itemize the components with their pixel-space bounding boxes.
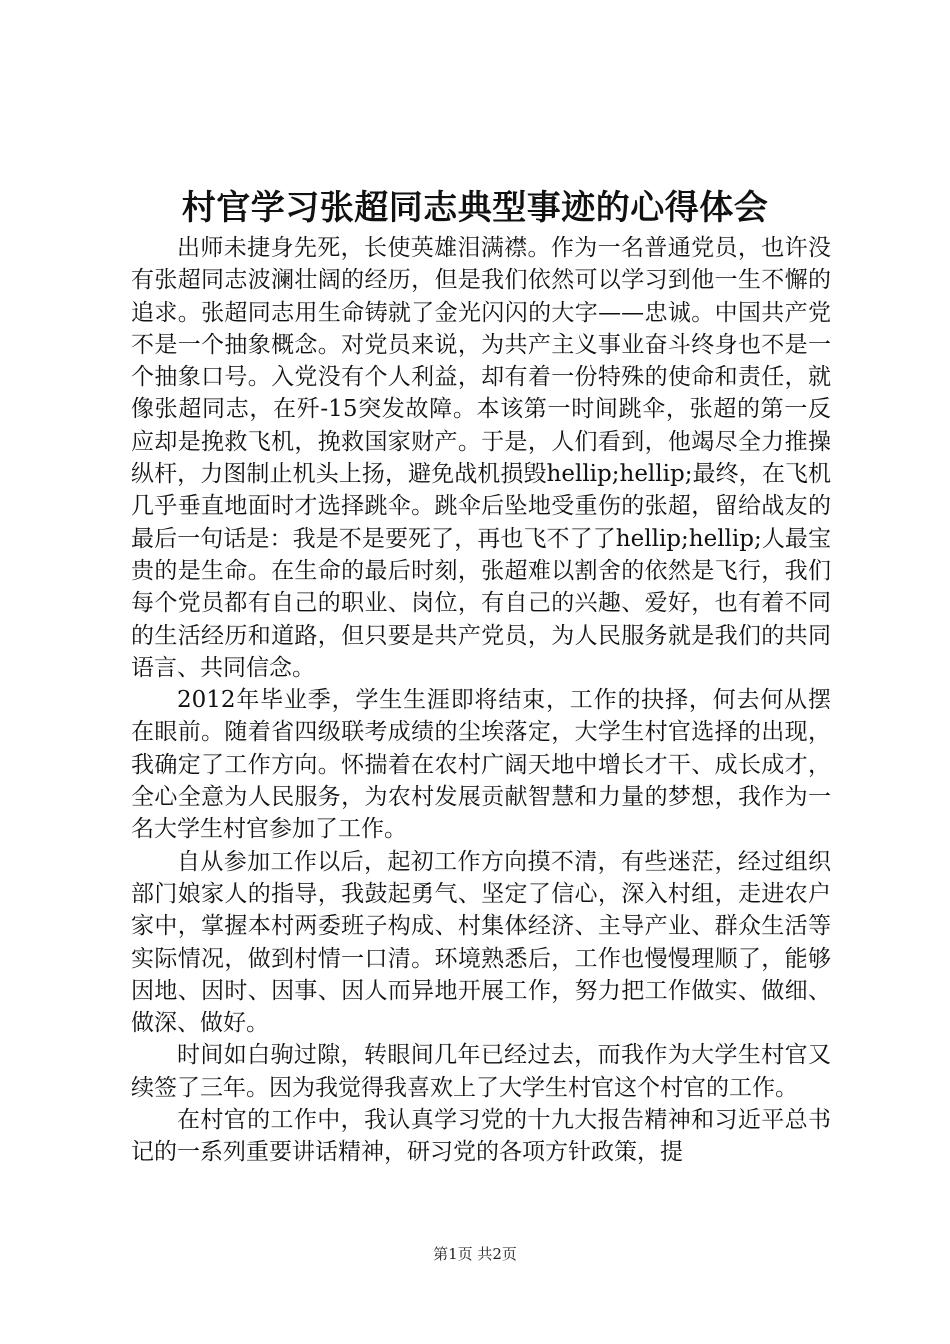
page-number-footer: 第1页 共2页: [433, 1245, 517, 1263]
paragraph-4: 时间如白驹过隙，转眼间几年已经过去，而我作为大学生村官又续签了三年。因为我觉得我喜欢上了大学生村官这个村官的工作。: [131, 1042, 831, 1101]
paragraph-3: 自从参加工作以后，起初工作方向摸不清，有些迷茫，经过组织部门娘家人的指导，我鼓起勇气、坚定了信心，深入村组，走进农户家中，掌握本村两委班子构成、村集体经济、主导产业、群众生活等实际情况，做到村情一口清。环境熟悉后，工作也慢慢理顺了，能够因地、因时、因事、因人而异地开展工作，努力把工作做实、做细、做深、做好。: [131, 848, 831, 1037]
paragraph-2: 2012年毕业季，学生生涯即将结束，工作的抉择，何去何从摆在眼前。随着省四级联考成绩的尘埃落定，大学生村官选择的出现，我确定了工作方向。怀揣着在农村广阔天地中增长才干、成长成才，全心全意为人民服务，为农村发展贡献智慧和力量的梦想，我作为一名大学生村官参加了工作。: [131, 687, 831, 843]
paragraph-1: 出师未捷身先死，长使英雄泪满襟。作为一名普通党员，也许没有张超同志波澜壮阔的经历，但是我们依然可以学习到他一生不懈的追求。张超同志用生命铸就了金光闪闪的大字——忠诚。中国共产党不是一个抽象概念。对党员来说，为共产主义事业奋斗终身也不是一个抽象口号。入党没有个人利益，却有着一份特殊的使命和责任，就像张超同志，在歼-15突发故障。本该第一时间跳伞，张超的第一反应却是挽救飞机，挽救国家财产。于是，人们看到，他竭尽全力推操纵杆，力图制止机头上扬，避免战机损毁hellip;hellip;最终，在飞机几乎垂直地面时才选择跳伞。跳伞后坠地受重伤的张超，留给战友的最后一句话是：我是不是要死了，再也飞不了了hellip;hellip;人最宝贵的是生命。在生命的最后时刻，张超难以割舍的依然是飞行，我们每个党员都有自己的职业、岗位，有自己的兴趣、爱好，也有着不同的生活经历和道路，但只要是共产党员，为人民服务就是我们的共同语言、共同信念。: [131, 235, 831, 681]
document-title: 村官学习张超同志典型事迹的心得体会: [181, 188, 769, 228]
document-body: [131, 232, 831, 1169]
paragraph-5: 在村官的工作中，我认真学习党的十九大报告精神和习近平总书记的一系列重要讲话精神，研习党的各项方针政策，提: [131, 1107, 831, 1166]
